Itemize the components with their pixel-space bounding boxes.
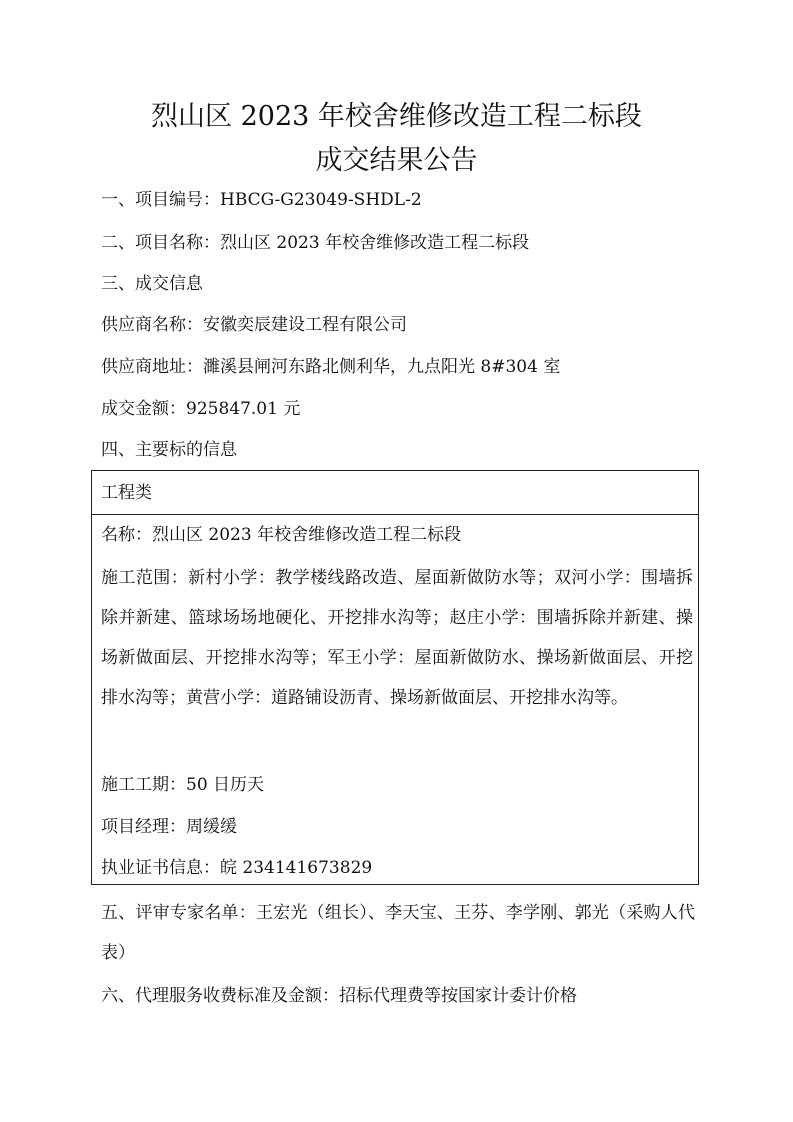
experts-list: 五、评审专家名单：王宏光（组长）、李天宝、王芬、李学刚、郭光（采购人代表） <box>101 903 695 963</box>
deal-info-heading: 三、成交信息 <box>101 274 203 294</box>
main-subject-heading: 四、主要标的信息 <box>101 440 237 460</box>
table-certificate: 执业证书信息：皖 234141673829 <box>101 858 373 878</box>
table-duration: 施工工期：50 日历天 <box>101 775 265 795</box>
title-line-1: 烈山区 2023 年校舍维修改造工程二标段 <box>151 101 642 132</box>
title-line-2: 成交结果公告 <box>315 145 478 176</box>
table-scope: 施工范围：新村小学：教学楼线路改造、屋面新做防水等；双河小学：围墙拆除并新建、篮球场场地硬化、开挖排水沟等；赵庄小学：围墙拆除并新建、操场新做面层、开挖排水沟等；军王小学：屋面新做防水、操场新做面层、开挖排水沟等；黄营小学：道路铺设沥青、操场新做面层、开挖排水沟等。 <box>101 568 693 708</box>
agency-fee: 六、代理服务收费标准及金额：招标代理费等按国家计委计价格 <box>101 986 577 1006</box>
table-category: 工程类 <box>101 483 152 503</box>
table-name: 名称：烈山区 2023 年校舍维修改造工程二标段 <box>101 525 462 545</box>
supplier-name: 供应商名称：安徽奕辰建设工程有限公司 <box>101 315 407 335</box>
project-name: 二、项目名称：烈山区 2023 年校舍维修改造工程二标段 <box>101 233 530 253</box>
subject-info-table <box>91 470 699 885</box>
table-divider <box>92 514 698 515</box>
supplier-address: 供应商地址：濉溪县闸河东路北侧利华，九点阳光 8#304 室 <box>101 357 561 377</box>
project-number: 一、项目编号：HBCG-G23049-SHDL-2 <box>101 190 422 210</box>
table-manager: 项目经理：周缓缓 <box>101 817 237 837</box>
deal-amount: 成交金额：925847.01 元 <box>101 399 301 419</box>
